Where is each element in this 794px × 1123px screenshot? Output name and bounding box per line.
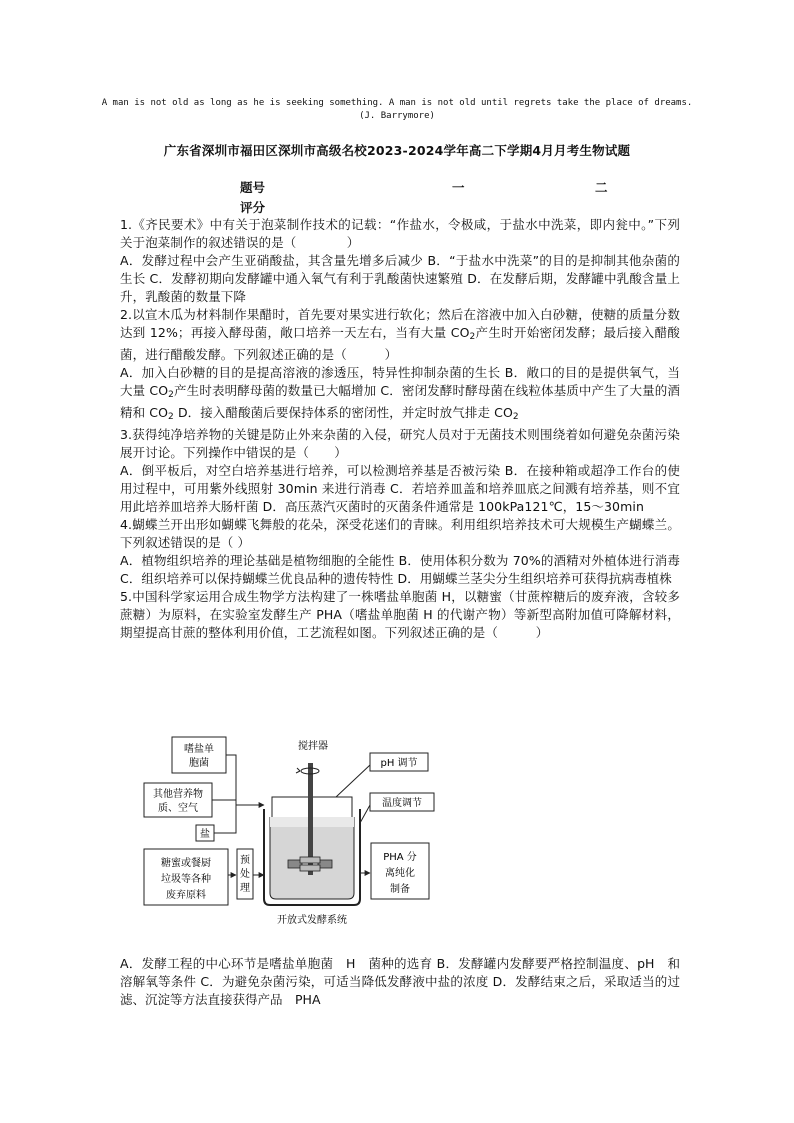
- box-salt-label: 盐: [200, 829, 210, 840]
- box-pha-line2: 离纯化: [385, 868, 415, 879]
- box-feedstock-line3: 废弃原料: [166, 890, 206, 901]
- box-feedstock-line2: 垃圾等各种: [161, 874, 211, 885]
- question-4-options: A．植物组织培养的理论基础是植物细胞的全能性 B．使用体积分数为 70%的酒精对外植体进行消毒 C．组织培养可以保持蝴蝶兰优良品种的遗传特性 D．用蝴蝶兰茎尖分生组织培养可获得抗病毒植株: [120, 553, 680, 586]
- question-1-options: A．发酵过程中会产生亚硝酸盐，其含量先增多后减少 B．“于盐水中洗菜”的目的是抑制其他杂菌的生长 C．发酵初期向发酵罐中通入氧气有利于乳酸菌快速繁殖 D．在发酵后期，发酵罐中乳酸含量上升，乳酸菌的数量下降: [120, 253, 680, 304]
- box-pha-line1: PHA 分: [383, 852, 417, 863]
- box-nutrients-line2: 质、空气: [158, 803, 198, 814]
- question-list: [120, 216, 680, 642]
- label-ph: pH 调节: [380, 758, 418, 769]
- question-2-options: A．加入白砂糖的目的是提高溶液的渗透压，特异性抑制杂菌的生长 B．敞口的目的是提供氧气，当大量 $CO_2$产生时表明酵母菌的数量已大幅增加 C．密闭发酵时酵母菌在线粒体基质中产生了大量的酒精和 $CO_2$ D．接入醋酸菌后要保持体系的密闭性，并定时放气排走 $CO_2$: [120, 365, 680, 422]
- header-quote: [40, 97, 754, 123]
- question-1-stem: 1.《齐民要术》中有关于泡菜制作技术的记载：“作盐水，令极咸，于盐水中洗菜，即内瓮中。”下列关于泡菜制作的叙述错误的是（ ）: [120, 217, 680, 250]
- box-pha-line3: 制备: [390, 884, 410, 895]
- box-nutrients-line1: 其他营养物: [153, 789, 203, 800]
- box-feedstock-line1: 糖蜜或餐厨: [161, 858, 211, 869]
- score-col-1: 一: [452, 180, 465, 195]
- score-header-label: 题号: [240, 180, 266, 195]
- question-3-options: A．倒平板后，对空白培养基进行培养，可以检测培养基是否被污染 B．在接种箱或超净工作台的使用过程中，可用紫外线照射 30min 来进行消毒 C．若培养皿盖和培养皿底之间溅有培养基，则不宜用此培养皿培养大肠杆菌 D．高压蒸汽灭菌时的灭菌条件通常是 100kPa121℃，15～30min: [120, 463, 680, 514]
- fermentation-process-diagram: [140, 733, 440, 933]
- question-5-options: A．发酵工程的中心环节是嗜盐单胞菌 H 菌种的选育 B．发酵罐内发酵要严格控制温度、pH 和溶解氧等条件 C．为避免杂菌污染，可适当降低发酵液中盐的浓度 D．发酵结束之后，采取适当的过滤、沉淀等方法直接获得产品 PHA: [120, 956, 680, 1007]
- label-stirrer: 搅拌器: [298, 741, 328, 752]
- question-5-stem: 5.中国科学家运用合成生物学方法构建了一株嗜盐单胞菌 H，以糖蜜（甘蔗榨糖后的废弃液，含较多蔗糖）为原料，在实验室发酵生产 PHA（嗜盐单胞菌 H 的代谢产物）等新型高附加值可降解材料，期望提高甘蔗的整体利用价值，工艺流程如图。下列叙述正确的是（ ）: [120, 589, 680, 640]
- quote-line-1: A man is not old as long as he is seeking something. A man is not old until regrets take the place of dreams.: [101, 98, 693, 108]
- page-title: 广东省深圳市福田区深圳市高级名校2023-2024学年高二下学期4月月考生物试题: [163, 143, 631, 158]
- box-pretreat-1: 预: [240, 855, 250, 866]
- box-halomonas-line2: 胞菌: [189, 758, 209, 769]
- figure-caption: 开放式发酵系统: [277, 915, 347, 926]
- quote-line-2: (J. Barrymore): [359, 111, 435, 121]
- score-label: 评分: [240, 200, 266, 215]
- label-temp: 温度调节: [382, 798, 422, 809]
- box-pretreat-3: 理: [240, 883, 250, 894]
- box-halomonas-line1: 嗜盐单: [184, 744, 214, 755]
- box-pretreat-2: 处: [240, 869, 250, 880]
- question-2-stem: 2.以宣木瓜为材料制作果醋时，首先要对果实进行软化；然后在溶液中加入白砂糖，使糖的质量分数达到 12%；再接入酵母菌，敞口培养一天左右，当有大量 $CO_2$产生时开始密闭发酵；最后接入醋酸菌，进行醋酸发酵。下列叙述正确的是（ ）: [120, 307, 680, 362]
- question-4-stem: 4.蝴蝶兰开出形如蝴蝶飞舞般的花朵，深受花迷们的青睐。利用组织培养技术可大规模生产蝴蝶兰。下列叙述错误的是（ ）: [120, 517, 680, 550]
- score-col-2: 二: [595, 180, 608, 195]
- question-3-stem: 3.获得纯净培养物的关键是防止外来杂菌的入侵，研究人员对于无菌技术则围绕着如何避免杂菌污染展开讨论。下列操作中错误的是（ ）: [120, 427, 680, 460]
